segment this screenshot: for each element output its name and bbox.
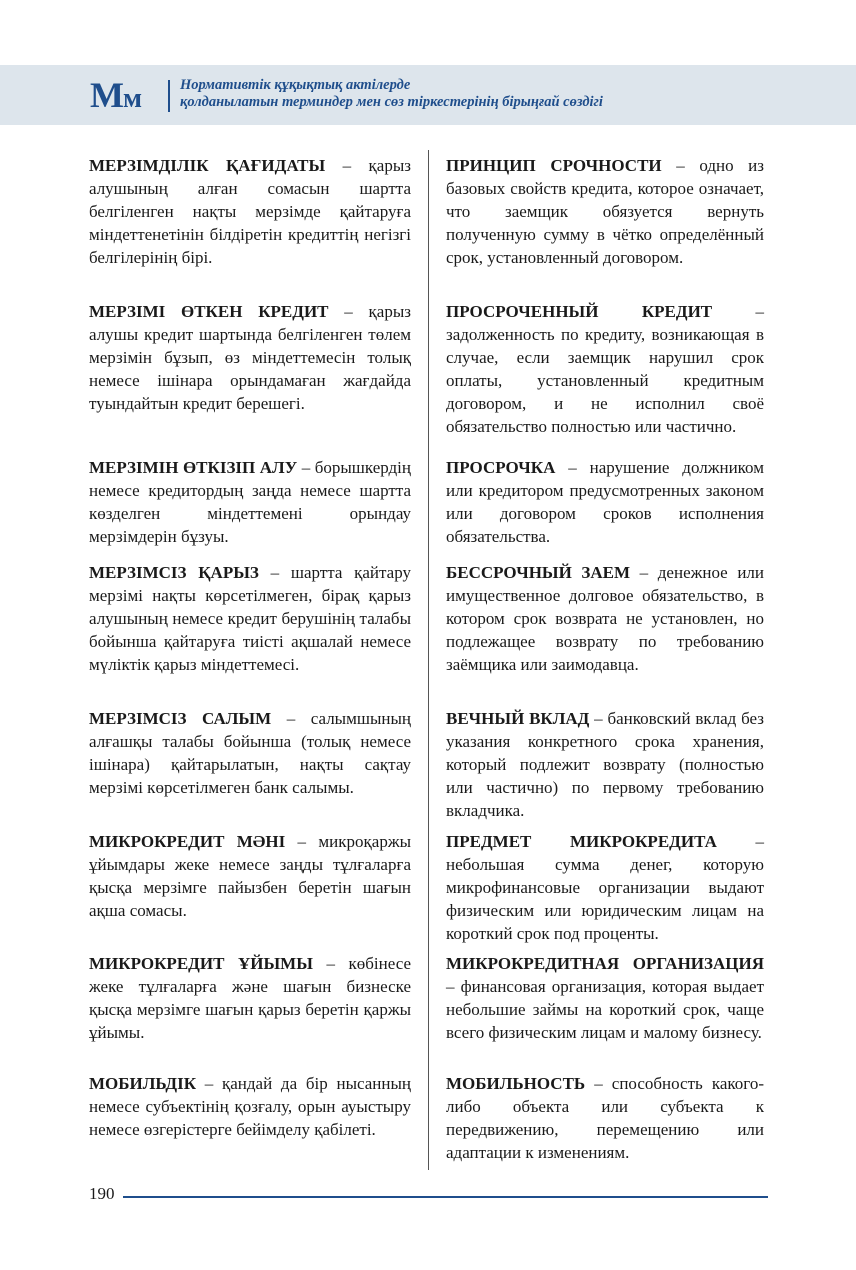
term-kz: МЕРЗІМДІЛІК ҚАҒИДАТЫ [89, 156, 326, 175]
header-title-line2: қолданылатын терминдер мен сөз тіркестерінің бірыңғай сөздігі [180, 94, 603, 110]
definition-kz: – микроқаржы ұйымдары жеке немесе заңды тұлғаларға қысқа мерзімге пайызбен беретін шағын ақша сомасы. [89, 832, 411, 920]
definition-kz: – қарыз алушы кредит шартында белгіленген төлем мерзімін бұзып, өз міндеттемесін толық немесе ішінара орындамаған жағдайда туындайтын кредит берешегі. [89, 302, 411, 413]
entry-ru [446, 1072, 764, 1164]
definition-ru: – нарушение должником или кредитором предусмотренных законом или договором сроков исполнения обязательства. [446, 458, 764, 546]
term-kz: МЕРЗІМСІЗ ҚАРЫЗ [89, 563, 259, 582]
entry-ru [446, 707, 764, 822]
term-kz: МЕРЗІМІН ӨТКІЗІП АЛУ [89, 458, 298, 477]
entry-ru [446, 952, 764, 1044]
definition-kz: – қарыз алушының алған сомасын шартта белгіленген нақты мерзімде қайтаруға міндеттенетінін білдіретін кредиттің негізгі белгілерінің бірі. [89, 156, 411, 267]
entry-ru [446, 561, 764, 676]
footer-rule [123, 1196, 768, 1198]
header-divider [168, 80, 170, 112]
entry-kz [89, 1072, 411, 1141]
entry-kz [89, 154, 411, 269]
term-kz: МЕРЗІМСІЗ САЛЫМ [89, 709, 272, 728]
definition-ru: – финансовая организация, которая выдает небольшие займы на короткий срок, чаще всего физическим лицам и малому бизнесу. [446, 977, 764, 1042]
term-ru: ПРОСРОЧЕННЫЙ КРЕДИТ [446, 302, 713, 321]
definition-ru: – задолженность по кредиту, возникающая в случае, если заемщик нарушил срок оплаты, установленный кредитным договором, и не исполнил своё обязательство полностью или частично. [446, 302, 764, 436]
entry-kz [89, 561, 411, 676]
definition-ru: – небольшая сумма денег, которую микрофинансовые организации выдают физическим или юридическим лицам на короткий срок под проценты. [446, 832, 764, 943]
column-divider [428, 150, 429, 1170]
entry-ru [446, 456, 764, 548]
section-letters [90, 70, 141, 120]
running-header [180, 77, 820, 111]
letter-capital: М [90, 75, 123, 115]
entry-ru [446, 154, 764, 269]
term-kz: МЕРЗІМІ ӨТКЕН КРЕДИТ [89, 302, 329, 321]
term-ru: ПРИНЦИП СРОЧНОСТИ [446, 156, 662, 175]
definition-kz: – шартта қайтару мерзімі нақты көрсетілмеген, бірақ қарыз алушының немесе кредит берушінің талабы бойынша қайтаруға тиісті ақшалай немесе мүліктік қарыз міндеттемесі. [89, 563, 411, 674]
term-ru: БЕССРОЧНЫЙ ЗАЕМ [446, 563, 631, 582]
term-kz: МОБИЛЬДІК [89, 1074, 197, 1093]
entry-kz [89, 707, 411, 799]
term-kz: МИКРОКРЕДИТ МӘНІ [89, 832, 286, 851]
definition-ru: – способность какого-либо объекта или субъекта к передвижению, перемещению или адаптации к изменениям. [446, 1074, 764, 1162]
header-title-line1: Нормативтік құқықтық актілерде [180, 77, 411, 93]
term-ru: МОБИЛЬНОСТЬ [446, 1074, 586, 1093]
term-kz: МИКРОКРЕДИТ ҰЙЫМЫ [89, 954, 313, 973]
term-ru: ПРЕДМЕТ МИКРОКРЕДИТА [446, 832, 717, 851]
entry-kz [89, 300, 411, 415]
letter-lowercase: м [122, 83, 142, 114]
entry-kz [89, 952, 411, 1044]
definition-kz: – көбінесе жеке тұлғаларға және шағын бизнеске қысқа мерзімге шағын қарыз беретін қаржы ұйымы. [89, 954, 412, 1042]
definition-kz: – борышкердің немесе кредитордың заңда немесе шартта көзделген міндеттемені орындау мерзімдерін бұзуы. [89, 458, 411, 546]
definition-kz: – салымшының алғашқы талабы бойынша (толық немесе ішінара) қайтарылатын, нақты сақтау мерзімі көрсетілмеген банк салымы. [89, 709, 411, 797]
entry-ru [446, 830, 764, 945]
definition-ru: – денежное или имущественное долговое обязательство, в котором срок возврата не установлен, но подлежащее возврату по требованию заёмщика или заимодавца. [446, 563, 764, 674]
entry-kz [89, 830, 411, 922]
page-number: 190 [89, 1184, 115, 1203]
entry-ru [446, 300, 764, 438]
term-ru: ПРОСРОЧКА [446, 458, 556, 477]
definition-kz: – қандай да бір нысанның немесе субъектінің қозғалу, орын ауыстыру немесе өзгерістерге бейімделу қабілеті. [89, 1074, 411, 1139]
definition-ru: – одно из базовых свойств кредита, которое означает, что заемщик обязуется вернуть полученную сумму в чётко определённый срок, установленный договором. [446, 156, 764, 267]
definition-ru: – банковский вклад без указания конкретного срока хранения, который подлежит возврату (полностью или частично) по первому требованию вкладчика. [446, 709, 764, 820]
term-ru: МИКРОКРЕДИТНАЯ ОРГАНИЗАЦИЯ [446, 954, 764, 973]
entry-kz [89, 456, 411, 548]
term-ru: ВЕЧНЫЙ ВКЛАД [446, 709, 590, 728]
